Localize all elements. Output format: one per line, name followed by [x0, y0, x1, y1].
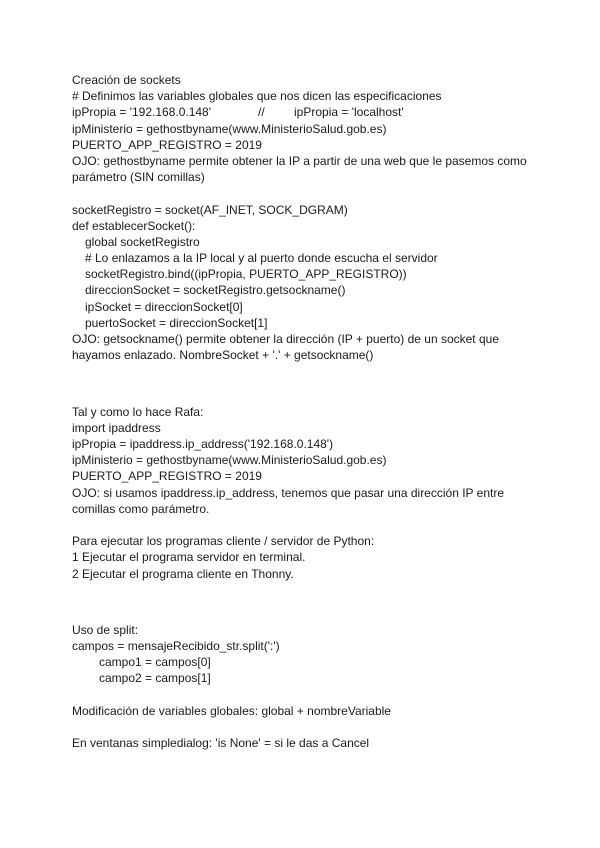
bind-comment: # Lo enlazamos a la IP local y al puerto donde escucha el servidor: [85, 251, 438, 266]
rafa-ministerio-line: ipMinisterio = gethostbyname(www.MinisterioSalud.gob.es): [72, 453, 387, 468]
puerto-socket-line: puertoSocket = direccionSocket[1]: [85, 315, 268, 330]
ojo-ipaddress-note: OJO: si usamos ipaddress.ip_address, tenemos que pasar una dirección IP entre comillas como parámetro.: [72, 485, 505, 516]
split-campos-line: campos = mensajeRecibido_str.split(':'): [72, 639, 280, 654]
spacer: [72, 363, 542, 387]
split-campo1-line: campo1 = campos[0]: [99, 655, 211, 670]
ejecutar-step-1: 1 Ejecutar el programa servidor en terminal.: [72, 550, 306, 565]
def-establecer-socket: def establecerSocket():: [72, 218, 196, 233]
sockets-heading: Creación de sockets: [72, 73, 181, 87]
split-campo2-line: campo2 = campos[1]: [99, 671, 211, 686]
spacer: [72, 606, 542, 622]
spacer: [72, 387, 542, 403]
import-ipaddress-line: import ipaddress: [72, 420, 161, 435]
rafa-heading: Tal y como lo hace Rafa:: [72, 404, 204, 419]
spacer: [72, 687, 542, 703]
spacer: [72, 185, 542, 201]
ejecutar-heading: Para ejecutar los programas cliente / servidor de Python:: [72, 534, 375, 549]
rafa-puerto-line: PUERTO_APP_REGISTRO = 2019: [72, 469, 262, 484]
spacer: [72, 517, 542, 533]
globals-comment: # Definimos las variables globales que nos dicen las especificaciones: [72, 89, 442, 104]
ip-propia-assignment: ipPropia = '192.168.0.148': [72, 105, 212, 120]
spacer: [72, 582, 542, 606]
ojo-gethostbyname-note: OJO: gethostbyname permite obtener la IP a partir de una web que le pasemos como parámetro (SIN comillas): [72, 153, 527, 185]
socket-registro-line: socketRegistro = socket(AF_INET, SOCK_DGRAM): [72, 202, 348, 217]
ejecutar-step-2: 2 Ejecutar el programa cliente en Thonny.: [72, 566, 294, 581]
direccion-socket-line: direccionSocket = socketRegistro.getsockname(): [85, 283, 346, 298]
globales-note: Modificación de variables globales: global + nombreVariable: [72, 703, 391, 718]
spacer: [72, 719, 542, 735]
document-body: [72, 72, 542, 751]
simpledialog-note: En ventanas simpledialog: 'is None' = si le das a Cancel: [72, 736, 370, 751]
ip-comment-separator: //: [258, 105, 265, 120]
ip-socket-line: ipSocket = direccionSocket[0]: [85, 299, 243, 314]
puerto-line: PUERTO_APP_REGISTRO = 2019: [72, 137, 262, 152]
split-heading: Uso de split:: [72, 622, 139, 637]
rafa-ip-propia-line: ipPropia = ipaddress.ip_address('192.168.0.148'): [72, 437, 334, 451]
ip-ministerio-line: ipMinisterio = gethostbyname(www.MinisterioSalud.gob.es): [72, 121, 387, 136]
ip-propia-line: [72, 104, 542, 120]
bind-line: socketRegistro.bind((ipPropia, PUERTO_APP_REGISTRO)): [85, 267, 407, 282]
global-socket-line: global socketRegistro: [85, 234, 200, 249]
ojo-getsockname-note: OJO: getsockname() permite obtener la dirección (IP + puerto) de un socket que hayamos enlazado. NombreSocket + '.' + getsockname(): [72, 332, 499, 363]
ip-propia-localhost: ipPropia = 'localhost': [294, 105, 404, 120]
